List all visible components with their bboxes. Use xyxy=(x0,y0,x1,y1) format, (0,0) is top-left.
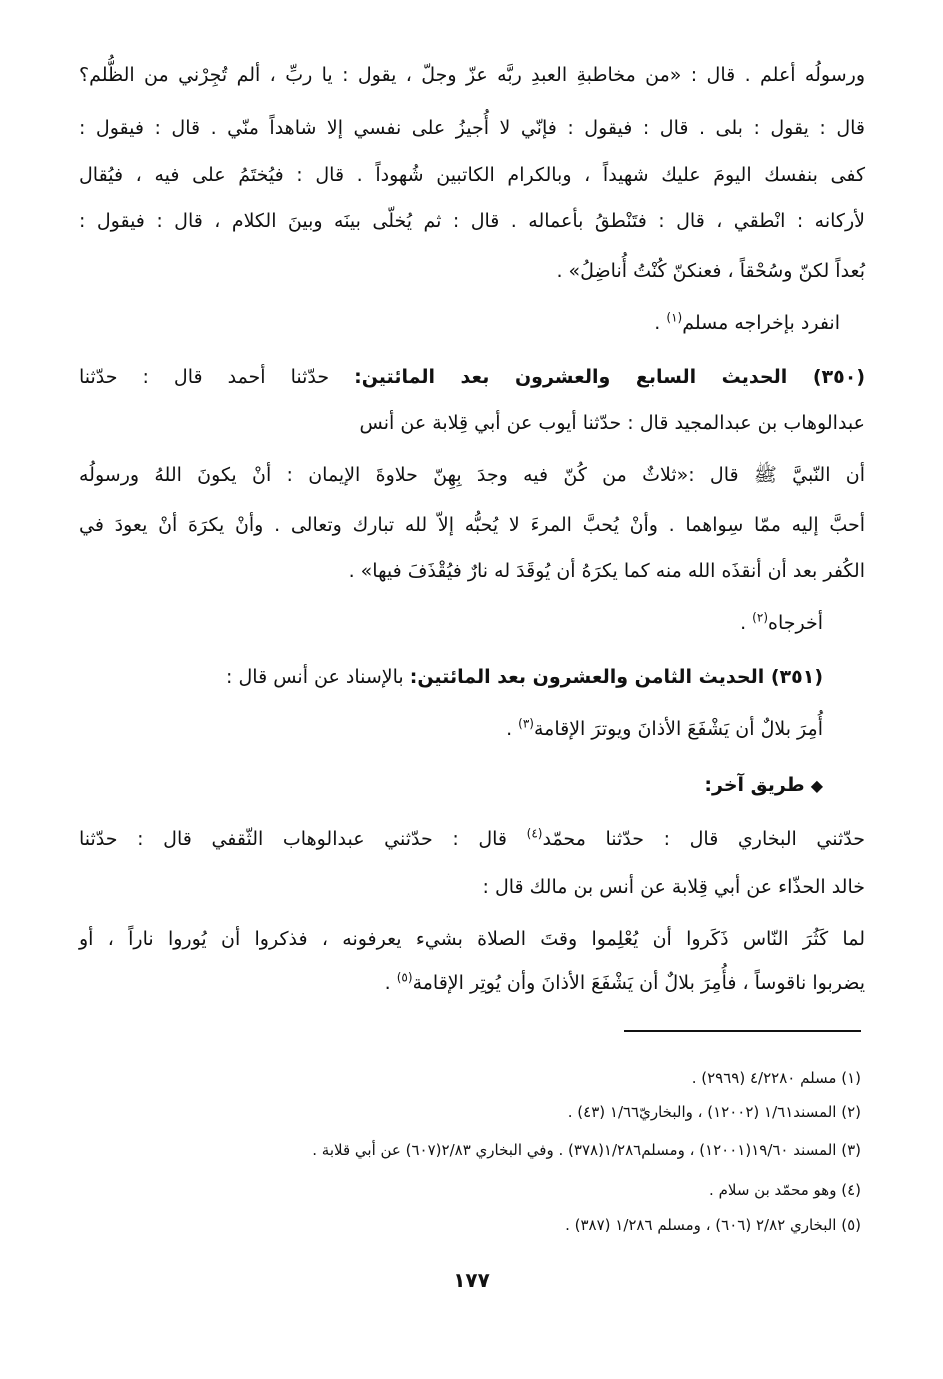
hadith-heading-350 xyxy=(79,364,865,390)
body-line xyxy=(79,826,865,852)
attribution-text: أخرجاه xyxy=(768,612,823,634)
body-line: لأركانه : انْطقي ، قال : فتَنْطقُ بأعماله . قال : ثم يُخلّى بينَه وبينَ الكلام ، قال : فيقول : xyxy=(79,210,865,232)
hadith-number-title: (٣٥٠) الحديث السابع والعشرون بعد المائتين: xyxy=(354,366,865,388)
body-line: كفى بنفسك اليومَ عليك شهيداً ، وبالكرام الكاتبين شُهوداً . قال : فيُختَمُ على فيه ، فيُقال xyxy=(79,164,865,186)
hadith-matn: يضربوا ناقوساً ، فأُمِرَ بلالٌ أن يَشْفَعَ الأذانَ وأن يُوتِر الإقامة xyxy=(412,972,865,994)
footnote-item: (٤) وهو محمّد بن سلام . xyxy=(709,1181,861,1199)
footnote-ref: (١) xyxy=(666,310,683,325)
attribution-line xyxy=(240,310,840,336)
attribution-end: . xyxy=(654,312,667,334)
footnote-ref: (٣) xyxy=(518,716,534,731)
body-line: خالد الحذّاء عن أبي قِلابة عن أنس بن مالك قال : xyxy=(482,876,865,898)
footnote-item: (٢) المسند١/٦١ (١٢٠٠٢) ، والبخاريّ١/٦٦ (٤٣) . xyxy=(567,1103,861,1121)
hadith-chain: حدّثنا أحمد قال : حدّثنا xyxy=(79,366,355,388)
page-number: ١٧٧ xyxy=(453,1268,490,1292)
body-line: لما كَثُرَ النّاس ذَكَروا أن يُعْلِموا وقتَ الصلاة بشيء يعرفونه ، فذكروا أن يُوروا ناراً ، أو xyxy=(79,928,865,950)
footnote-ref: (٤) xyxy=(526,826,543,841)
body-line: أحبَّ إليه ممّا سِواهما . وأنْ يُحبَّ المرءَ لا يُحبُّه إلاّ لله تبارك وتعالى . وأنْ يكرَهَ أنْ يعودَ في xyxy=(79,514,865,536)
footnote-item: (٣) المسند ١٩/٦٠(١٢٠٠١) ، ومسلم١/٢٨٦(٣٧٨) . وفي البخاري ٢/٨٣(٦٠٧) عن أبي قلابة . xyxy=(312,1141,861,1159)
body-line: قال : يقول : بلى . قال : فيقول : فإنّي لا أُجيزُ على نفسي إلا شاهداً منّي . قال : فيقول : xyxy=(79,117,865,139)
footnote-item: (٥) البخاري ٢/٨٢ (٦٠٦) ، ومسلم ١/٢٨٦ (٣٨٧) . xyxy=(565,1216,861,1234)
hadith-chain: بالإسناد عن أنس قال : xyxy=(226,666,410,688)
hadith-heading-351 xyxy=(79,664,823,690)
attribution-end: . xyxy=(740,612,753,634)
body-line: أن النّبيَّ ﷺ قال :«ثلاثٌ من كُنّ فيه وجدَ بِهِنّ حلاوةَ الإيمان : أنْ يكونَ اللهُ ورسولُه xyxy=(79,464,865,486)
hadith-text xyxy=(79,716,823,742)
diamond-icon: ◆ xyxy=(810,776,823,795)
body-line: ورسولُه أعلم . قال : «من مخاطبةِ العبدِ ربَّه عزّ وجلّ ، يقول : يا ربِّ ، ألم تُجِرْني من الظُّلم؟ xyxy=(79,64,865,86)
body-line: بُعداً لكنّ وسُحْقاً ، فعنكنّ كُنْتُ أُناضِلُ» . xyxy=(556,260,865,282)
attribution-text: انفرد بإخراجه مسلم xyxy=(682,312,840,334)
footnote-item: (١) مسلم ٤/٢٢٨٠ (٢٩٦٩) . xyxy=(691,1069,861,1087)
hadith-end: . xyxy=(506,718,519,740)
attribution-line xyxy=(223,610,823,636)
subheading xyxy=(79,772,823,799)
chain-part-2: قال : حدّثني عبدالوهاب الثّقفي قال : حدّثنا xyxy=(79,828,527,850)
hadith-matn: أُمِرَ بلالٌ أن يَشْفَعَ الأذانَ ويوترَ الإقامة xyxy=(533,718,823,740)
body-line: عبدالوهاب بن عبدالمجيد قال : حدّثنا أيوب عن أبي قِلابة عن أنس xyxy=(359,412,865,434)
body-line xyxy=(79,970,865,996)
hadith-end: . xyxy=(384,972,397,994)
hadith-number-title: (٣٥١) الحديث الثامن والعشرون بعد المائتين: xyxy=(409,666,823,688)
chain-part-1: حدّثني البخاري قال : حدّثنا محمّد xyxy=(542,828,866,850)
subheading-text: طريق آخر: xyxy=(704,774,805,796)
footnote-ref: (٢) xyxy=(752,610,768,625)
body-line: الكُفر بعد أن أنقذَه الله منه كما يكرَهُ أن يُوقَدَ له نارٌ فيُقْذَفَ فيها» . xyxy=(348,560,865,582)
footnote-ref: (٥) xyxy=(396,970,413,985)
footnote-separator xyxy=(624,1030,861,1032)
